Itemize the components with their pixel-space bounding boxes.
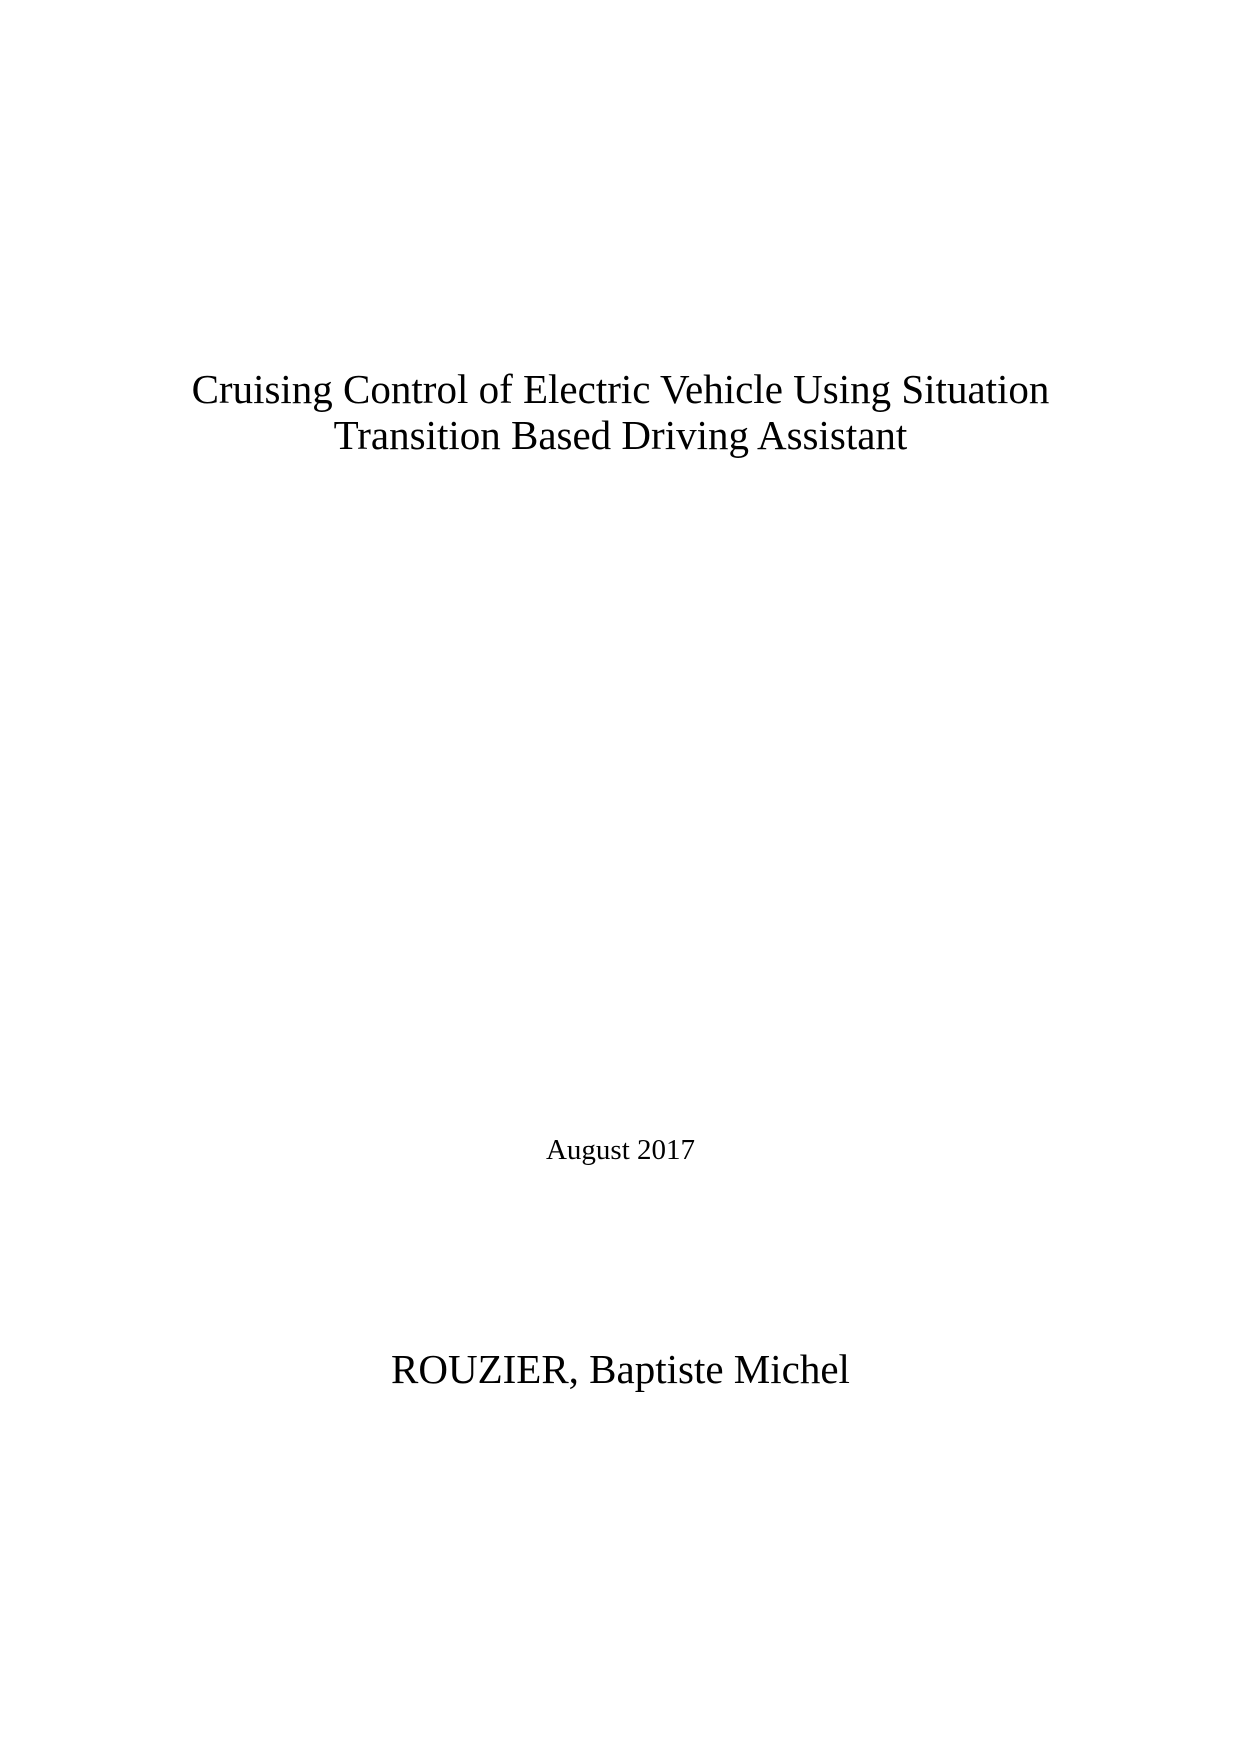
title-line-2: Transition Based Driving Assistant (333, 412, 908, 458)
document-title (0, 366, 1241, 458)
document-author: ROUZIER, Baptiste Michel (391, 1346, 850, 1392)
title-line-1: Cruising Control of Electric Vehicle Using Situation (191, 366, 1050, 412)
document-date: August 2017 (545, 1134, 696, 1166)
